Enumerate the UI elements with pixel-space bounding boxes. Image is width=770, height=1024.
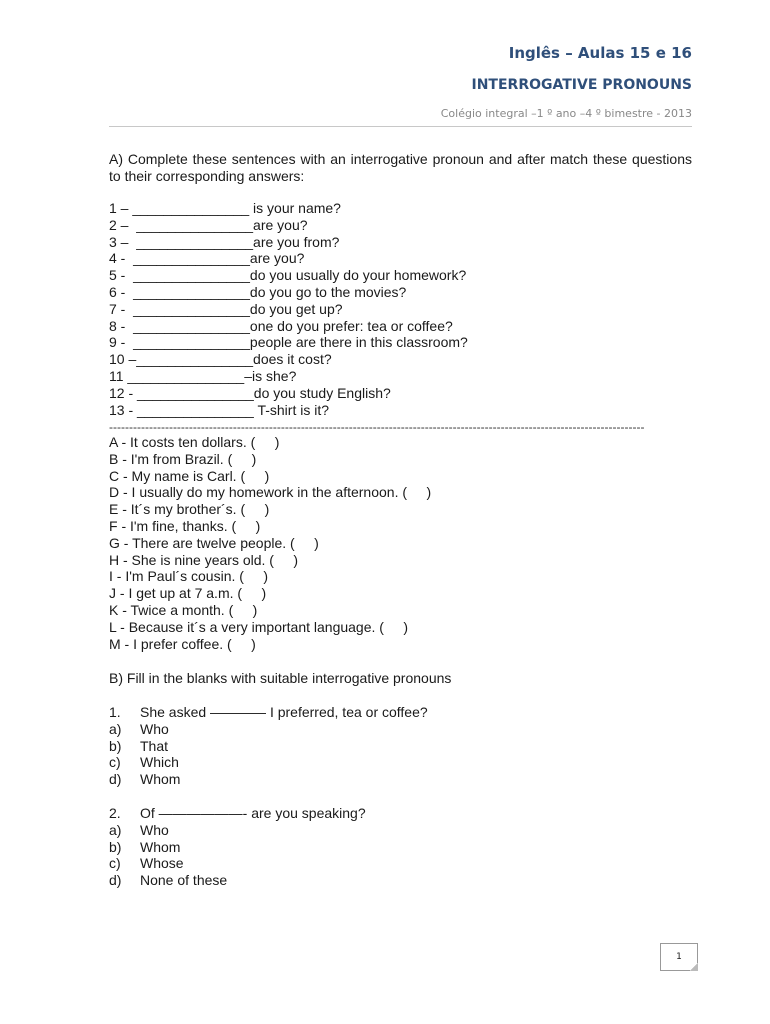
answer-line: F - I'm fine, thanks. ( )	[109, 517, 261, 534]
option-letter: a)	[109, 821, 122, 838]
option-letter: b)	[109, 737, 122, 754]
question-line: 9 - _______________people are there in this classroom?	[109, 334, 468, 351]
answer-line: L - Because it´s a very important language. ( )	[109, 618, 409, 635]
option-c	[109, 754, 428, 771]
section-b-instruction: B) Fill in the blanks with suitable interrogative pronouns	[109, 670, 452, 686]
document-title: Inglês – Aulas 15 e 16	[508, 44, 692, 62]
option-d	[109, 771, 428, 788]
document-subtitle: INTERROGATIVE PRONOUNS	[471, 77, 692, 93]
option-letter: a)	[109, 720, 122, 737]
question-number: 2.	[109, 805, 121, 821]
section-a-questions	[109, 200, 699, 418]
answer-line: E - It´s my brother´s. ( )	[109, 501, 270, 518]
question-line: 3 – _______________are you from?	[109, 233, 340, 250]
header-divider	[109, 126, 692, 127]
option-c	[109, 855, 366, 872]
option-letter: c)	[109, 754, 121, 771]
answer-line: J - I get up at 7 a.m. ( )	[109, 585, 267, 602]
page-number: 1	[660, 943, 698, 971]
option-a	[109, 822, 366, 839]
section-b-question-1	[109, 704, 428, 788]
option-b	[109, 738, 428, 755]
section-b-question-2	[109, 805, 366, 889]
option-letter: c)	[109, 855, 121, 872]
option-text: Whom	[140, 838, 181, 855]
question-line: 10 –_______________does it cost?	[109, 351, 332, 368]
option-text: Which	[140, 754, 179, 771]
question-line: 12 - _______________do you study English?	[109, 384, 391, 401]
question-number: 1.	[109, 704, 121, 720]
question-line: 8 - _______________one do you prefer: tea or coffee?	[109, 317, 453, 334]
option-text: Whom	[140, 771, 181, 788]
question-line: 11 _______________–is she?	[109, 367, 297, 384]
option-letter: d)	[109, 872, 122, 889]
question-line: 13 - _______________ T-shirt is it?	[109, 401, 330, 418]
question-line: 5 - _______________do you usually do your homework?	[109, 267, 467, 284]
answer-line: M - I prefer coffee. ( )	[109, 635, 256, 652]
dashed-divider: --------------------------------------------------------------------------------------------------------------------------------------	[109, 420, 645, 434]
option-text: Who	[140, 821, 169, 838]
question-stem	[109, 704, 428, 721]
question-line: 7 - _______________do you get up?	[109, 300, 343, 317]
answer-line: B - I'm from Brazil. ( )	[109, 450, 257, 467]
option-letter: d)	[109, 771, 122, 788]
option-text: That	[140, 737, 169, 754]
section-a-answers	[109, 434, 699, 652]
answer-line: G - There are twelve people. ( )	[109, 534, 319, 551]
option-a	[109, 721, 428, 738]
option-text: None of these	[140, 872, 228, 889]
question-line: 1 – _______________ is your name?	[109, 200, 341, 216]
option-d	[109, 872, 366, 889]
option-text: Who	[140, 720, 169, 737]
question-text: She asked ———— I preferred, tea or coffee?	[140, 704, 428, 720]
school-info: Colégio integral –1 º ano –4 º bimestre - 2013	[440, 107, 692, 120]
answer-line: A - It costs ten dollars. ( )	[109, 434, 280, 450]
option-text: Whose	[140, 855, 184, 872]
question-line: 6 - _______________do you go to the movies?	[109, 283, 407, 300]
answer-line: K - Twice a month. ( )	[109, 601, 258, 618]
answer-line: I - I'm Paul´s cousin. ( )	[109, 568, 269, 585]
section-a-instruction: A) Complete these sentences with an interrogative pronoun and after match these questions to their corresponding answers:	[109, 151, 692, 184]
answer-line: H - She is nine years old. ( )	[109, 551, 299, 568]
question-stem	[109, 805, 366, 822]
answer-line: C - My name is Carl. ( )	[109, 467, 270, 484]
option-b	[109, 839, 366, 856]
answer-line: D - I usually do my homework in the afternoon. ( )	[109, 484, 432, 501]
question-line: 4 - _______________are you?	[109, 250, 305, 267]
question-line: 2 – _______________are you?	[109, 216, 308, 233]
question-text: Of ——————- are you speaking?	[140, 805, 366, 821]
option-letter: b)	[109, 838, 122, 855]
